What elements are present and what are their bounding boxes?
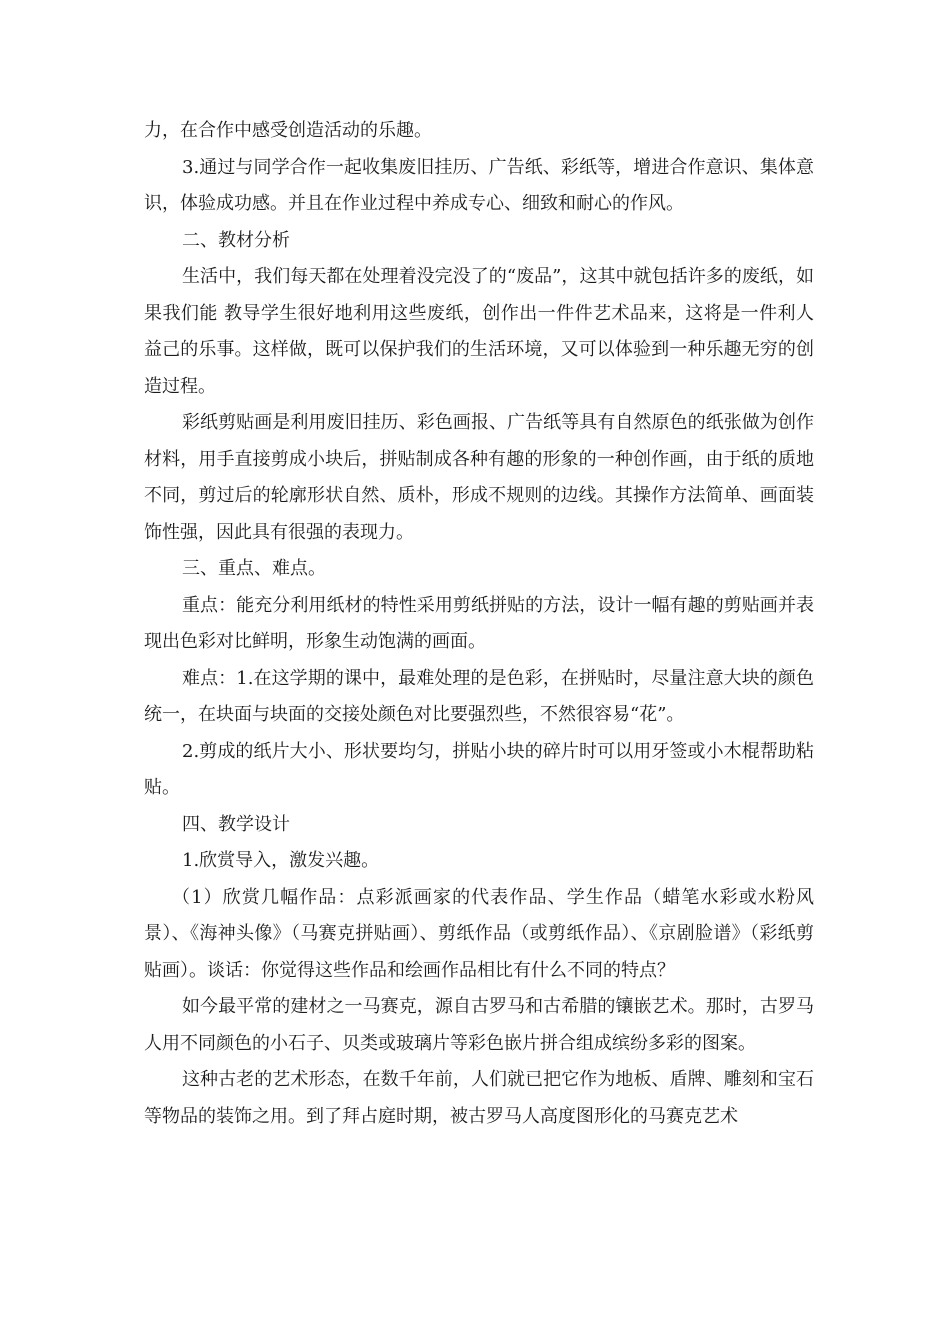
paragraph-mosaic-history: 这种古老的艺术形态，在数千年前，人们就已把它作为地板、盾牌、雕刻和宝石等物品的装饰之用。到了拜占庭时期，被古罗马人高度图形化的马赛克艺术 (144, 1069, 814, 1127)
section-heading-material-analysis: 二、教材分析 (182, 229, 290, 251)
section-heading-teaching-design: 四、教学设计 (182, 813, 290, 835)
paragraph-difficulty-2: 2.剪成的纸片大小、形状要均匀，拼贴小块的碎片时可以用牙签或小木棍帮助粘贴。 (144, 740, 814, 798)
paragraph-difficulty-1: 难点：1.在这学期的课中，最难处理的是色彩，在拼贴时，尽量注意大块的颜色统一，在块面与块面的交接处颜色对比要强烈些，不然很容易“花”。 (144, 667, 814, 725)
section-heading-key-points: 三、重点、难点。 (182, 558, 326, 579)
paragraph-analysis-1: 生活中，我们每天都在处理着没完没了的“废品”，这其中就包括许多的废纸，如果我们能 教导学生很好地利用这些废纸，创作出一件件艺术品来，这将是一件利人益己的乐事。这样做，既可以保护我们的生活环境，又可以体验到一种乐趣无穷的创造过程。 (144, 266, 814, 397)
paragraph-goal-continuation: 力，在合作中感受创造活动的乐趣。 (144, 120, 432, 141)
paragraph-analysis-2: 彩纸剪贴画是利用废旧挂历、彩色画报、广告纸等具有自然原色的纸张做为创作材料，用手直接剪成小块后，拼贴制成各种有趣的形象的一种创作画，由于纸的质地不同，剪过后的轮廓形状自然、质朴，形成不规则的边线。其操作方法简单、画面装饰性强，因此具有很强的表现力。 (144, 412, 814, 543)
document-body (144, 113, 814, 1135)
paragraph-goal-3: 3.通过与同学合作一起收集废旧挂历、广告纸、彩纸等，增进合作意识、集体意识，体验成功感。并且在作业过程中养成专心、细致和耐心的作风。 (144, 156, 814, 214)
paragraph-key-point: 重点：能充分利用纸材的特性采用剪纸拼贴的方法，设计一幅有趣的剪贴画并表现出色彩对比鲜明，形象生动饱满的画面。 (144, 594, 814, 652)
paragraph-appreciation: （1）欣赏几幅作品：点彩派画家的代表作品、学生作品（蜡笔水彩或水粉风景）、《海神头像》（马赛克拼贴画）、剪纸作品（或剪纸作品）、《京剧脸谱》（彩纸剪贴画）。谈话：你觉得这些作品和绘画作品相比有什么不同的特点？ (144, 886, 814, 981)
paragraph-mosaic-origin: 如今最平常的建材之一马赛克，源自古罗马和古希腊的镶嵌艺术。那时，古罗马人用不同颜色的小石子、贝类或玻璃片等彩色嵌片拼合组成缤纷多彩的图案。 (144, 996, 814, 1054)
paragraph-step-1: 1.欣赏导入，激发兴趣。 (182, 850, 380, 871)
